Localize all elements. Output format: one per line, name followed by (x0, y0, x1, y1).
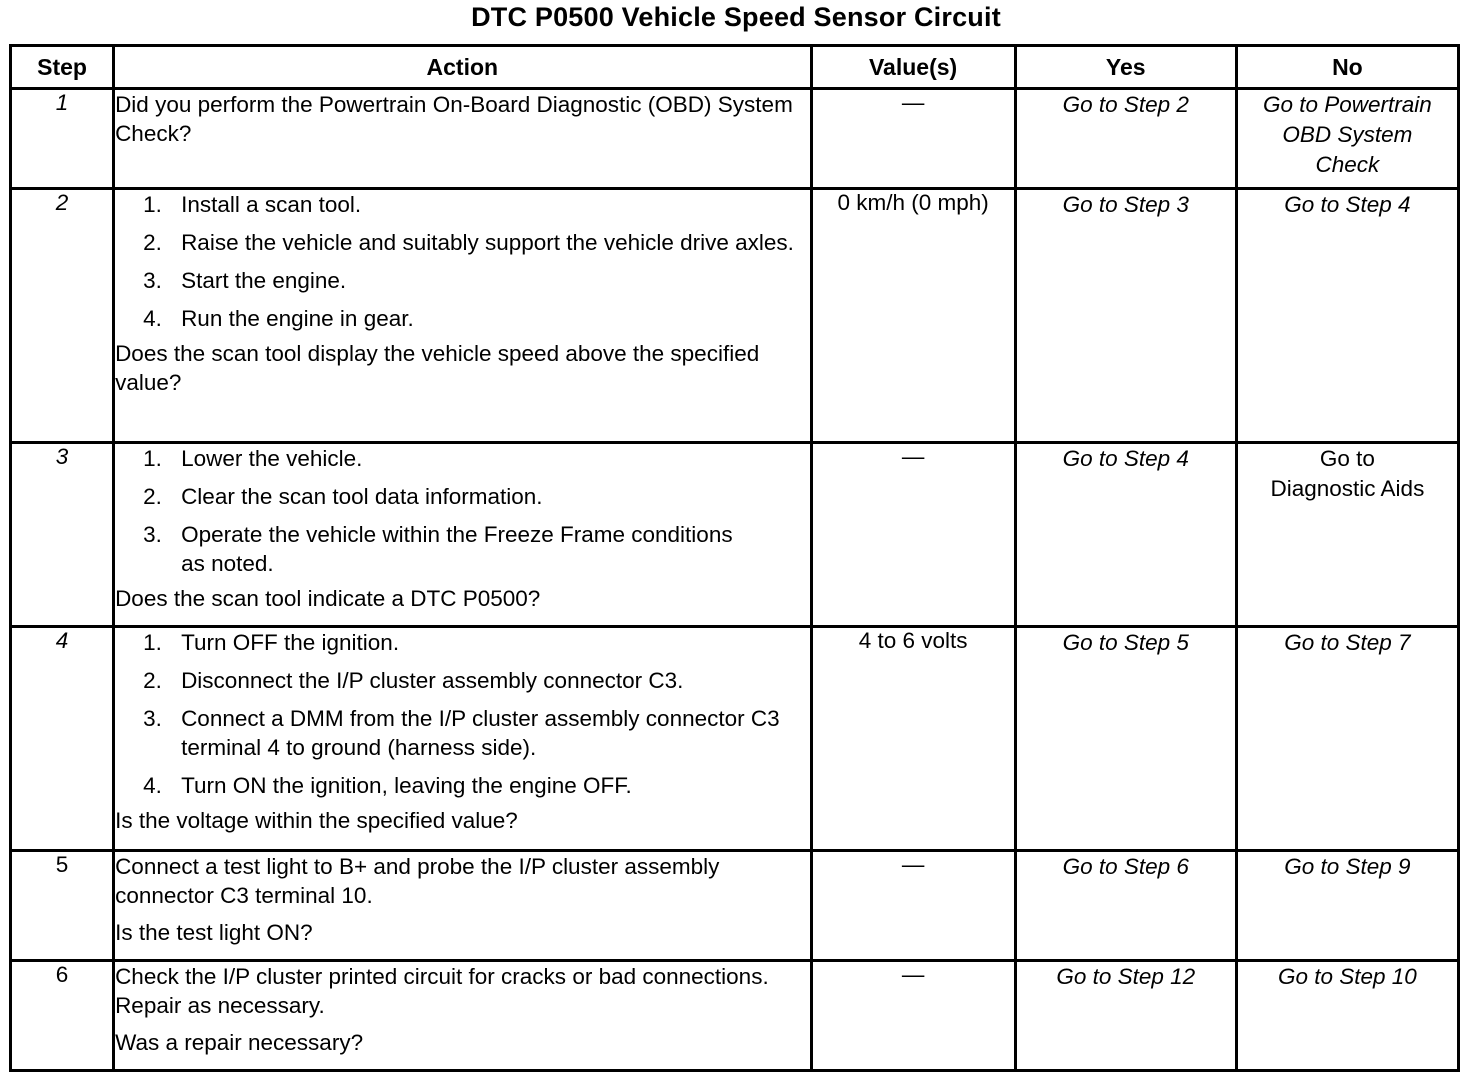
list-item: 2. Disconnect the I/P cluster assembly connector C3. (143, 668, 684, 694)
no-cell (1236, 960, 1458, 1070)
no-cell (1236, 627, 1458, 850)
list-item: 1. Install a scan tool. (143, 192, 362, 218)
action-cell (114, 627, 811, 850)
action-cell (114, 850, 811, 960)
yes-cell (1015, 189, 1236, 443)
action-text: Did you perform the Powertrain On-Board Diagnostic (OBD) System Check? (115, 92, 793, 146)
table-row (11, 189, 1459, 443)
table-row (11, 627, 1459, 850)
yes-cell (1015, 89, 1236, 189)
list-item: 2. Raise the vehicle and suitably support the vehicle drive axles. (143, 230, 794, 256)
step-number: 4 (11, 627, 114, 850)
no-cell (1236, 850, 1458, 960)
value-cell: 0 km/h (0 mph) (811, 189, 1015, 443)
list-item: 1. Lower the vehicle. (143, 445, 363, 471)
list-item: 4. Run the engine in gear. (143, 306, 414, 332)
table-row (11, 442, 1459, 626)
diagnostic-table (9, 44, 1460, 1072)
no-text: Go to Step 7 (1284, 630, 1411, 656)
page-title: DTC P0500 Vehicle Speed Sensor Circuit (471, 2, 1001, 32)
action-steps (115, 628, 809, 800)
no-text: Go to Step 4 (1284, 192, 1411, 218)
action-text: Check the I/P cluster printed circuit for cracks or bad connections. Repair as necessary. (115, 963, 769, 1018)
list-item: 3. Start the engine. (143, 268, 347, 294)
list-item: 3. Operate the vehicle within the Freeze Frame conditions as noted. (143, 521, 733, 576)
yes-cell (1015, 442, 1236, 626)
list-item: 2. Clear the scan tool data information. (143, 483, 543, 509)
table-row (11, 850, 1459, 960)
action-cell (114, 189, 811, 443)
value-cell: — (811, 442, 1015, 626)
action-text: Connect a test light to B+ and probe the I/P cluster assembly connector C3 terminal 10. (115, 853, 720, 908)
value-cell: 4 to 6 volts (811, 627, 1015, 850)
value-cell: — (811, 850, 1015, 960)
no-text: Go to Step 10 (1277, 963, 1417, 989)
yes-cell (1015, 960, 1236, 1070)
header-step: Step (11, 46, 114, 89)
step-number: 5 (11, 850, 114, 960)
action-question: Is the voltage within the specified value? (115, 808, 518, 834)
action-cell (114, 442, 811, 626)
action-question: Does the scan tool indicate a DTC P0500? (115, 585, 541, 611)
table-row (11, 89, 1459, 189)
list-item: 1. Turn OFF the ignition. (143, 630, 400, 656)
no-cell (1236, 89, 1458, 189)
action-steps (115, 190, 809, 333)
header-no: No (1236, 46, 1458, 89)
yes-text: Go to Step 3 (1062, 192, 1189, 218)
value-cell: — (811, 89, 1015, 189)
value-cell: — (811, 960, 1015, 1070)
header-row (11, 46, 1459, 89)
action-question: Was a repair necessary? (115, 1029, 364, 1055)
no-cell (1236, 189, 1458, 443)
action-steps (115, 444, 809, 578)
action-question: Is the test light ON? (115, 919, 313, 945)
no-cell (1236, 442, 1458, 626)
yes-text: Go to Step 12 (1056, 963, 1196, 989)
yes-text: Go to Step 4 (1062, 445, 1189, 471)
list-item: 4. Turn ON the ignition, leaving the engine OFF. (143, 773, 632, 799)
header-action: Action (114, 46, 811, 89)
yes-text: Go to Step 6 (1062, 853, 1189, 879)
yes-cell (1015, 627, 1236, 850)
step-number: 1 (11, 89, 114, 189)
no-text: Go to Step 9 (1284, 853, 1411, 879)
yes-text: Go to Step 2 (1062, 92, 1189, 117)
table-row (11, 960, 1459, 1070)
step-number: 6 (11, 960, 114, 1070)
action-cell (114, 960, 811, 1070)
step-number: 2 (11, 189, 114, 443)
yes-text: Go to Step 5 (1062, 630, 1189, 656)
step-number: 3 (11, 442, 114, 626)
list-item: 3. Connect a DMM from the I/P cluster assembly connector C3 terminal 4 to ground (harness side). (143, 706, 780, 761)
header-yes: Yes (1015, 46, 1236, 89)
yes-cell (1015, 850, 1236, 960)
no-text: Go to Powertrain OBD System Check (1262, 92, 1432, 177)
header-values: Value(s) (811, 46, 1015, 89)
action-cell (114, 89, 811, 189)
no-text: Go to Diagnostic Aids (1270, 445, 1425, 501)
action-question: Does the scan tool display the vehicle speed above the specified value? (115, 341, 760, 396)
